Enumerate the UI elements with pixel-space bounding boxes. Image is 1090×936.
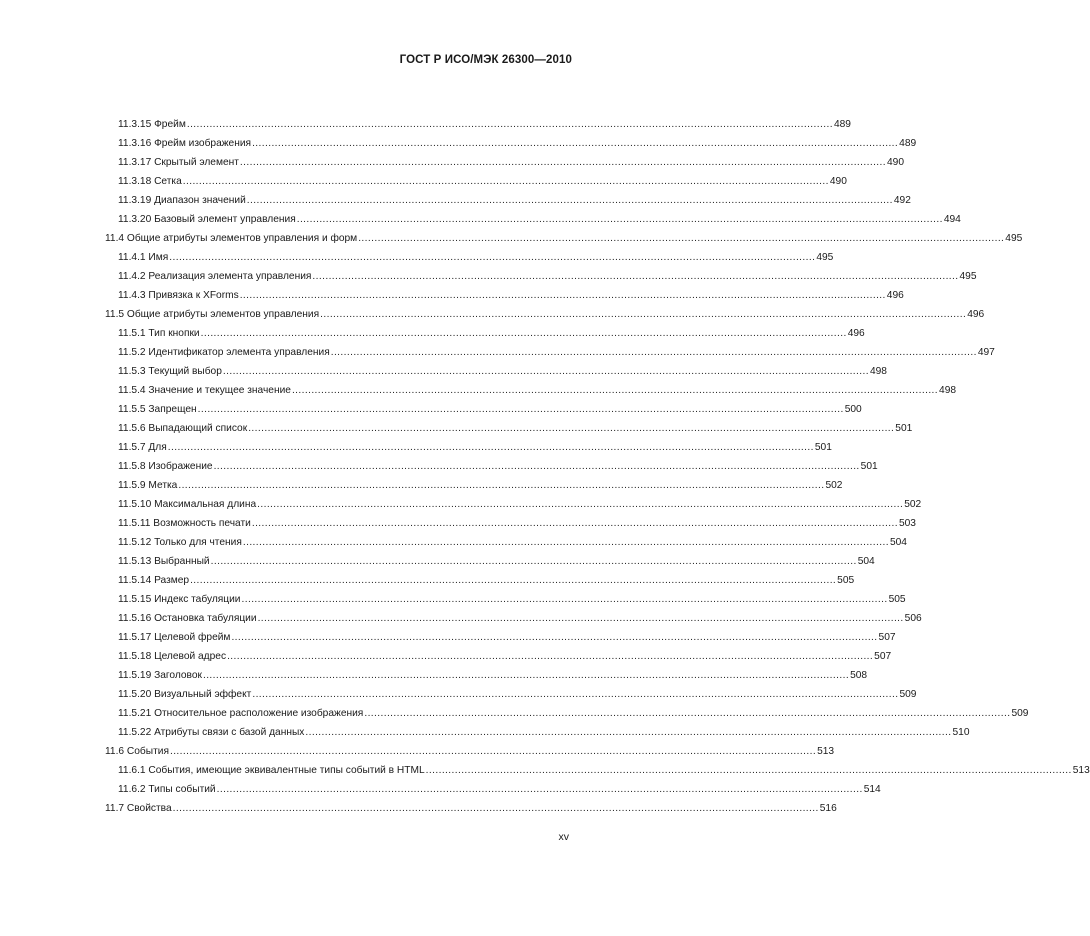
toc-entry: [118, 761, 1090, 780]
toc-entry-title: 11.5.6 Выпадающий список: [118, 423, 248, 434]
toc-entry-page: 490: [887, 157, 905, 168]
toc-entry-page: 492: [893, 195, 911, 206]
toc-entry-page: 500: [844, 404, 862, 415]
toc-entry-page: 498: [869, 366, 887, 377]
toc-entry-page: 504: [889, 537, 907, 548]
toc-dot-leader: ........................................................................................................................................................................................................: [305, 727, 952, 738]
toc-dot-leader: ........................................................................................................................................................................................................: [239, 157, 887, 168]
toc-entry-page: 513: [817, 746, 835, 757]
toc-entry-page: 507: [878, 632, 896, 643]
toc-entry-title: 11.6.2 Типы событий: [118, 784, 216, 795]
toc-entry: [118, 134, 917, 153]
toc-entry-title: 11.3.16 Фрейм изображения: [118, 138, 252, 149]
toc-entry: [118, 723, 970, 742]
toc-entry-title: 11.5.8 Изображение: [118, 461, 213, 472]
toc-dot-leader: ........................................................................................................................................................................................................: [213, 461, 860, 472]
toc-entry-title: 11.5.18 Целевой адрес: [118, 651, 227, 662]
toc-entry-title: 11.5.17 Целевой фрейм: [118, 632, 231, 643]
toc-entry-page: 489: [833, 119, 851, 130]
toc-entry: [118, 533, 907, 552]
toc-dot-leader: ........................................................................................................................................................................................................: [241, 594, 888, 605]
toc-entry: [118, 438, 832, 457]
toc-entry: [118, 552, 875, 571]
toc-dot-leader: ........................................................................................................................................................................................................: [364, 708, 1011, 719]
page-number: xv: [558, 831, 569, 843]
toc-entry-title: 11.5.13 Выбранный: [118, 556, 210, 567]
toc-dot-leader: ........................................................................................................................................................................................................: [425, 765, 1072, 776]
toc-entry-page: 506: [904, 613, 922, 624]
toc-entry-title: 11.5.15 Индекс табуляции: [118, 594, 241, 605]
toc-entry-page: 502: [825, 480, 843, 491]
toc-entry-title: 11.5.5 Запрещен: [118, 404, 197, 415]
toc-entry: [118, 704, 1029, 723]
toc-dot-leader: ........................................................................................................................................................................................................: [330, 347, 977, 358]
toc-dot-leader: ........................................................................................................................................................................................................: [296, 214, 943, 225]
toc-entry-page: 489: [899, 138, 917, 149]
toc-entry-title: 11.5.16 Остановка табуляции: [118, 613, 257, 624]
toc-dot-leader: ........................................................................................................................................................................................................: [210, 556, 857, 567]
toc-entry-title: 11.3.17 Скрытый элемент: [118, 157, 239, 168]
toc-entry-page: 494: [943, 214, 961, 225]
toc-entry: [105, 229, 1023, 248]
toc-dot-leader: ........................................................................................................................................................................................................: [358, 233, 1005, 244]
toc-entry-page: 496: [847, 328, 865, 339]
toc-dot-leader: ........................................................................................................................................................................................................: [186, 119, 833, 130]
toc-dot-leader: ........................................................................................................................................................................................................: [320, 309, 967, 320]
toc-entry: [118, 780, 881, 799]
toc-entry-title: 11.5.1 Тип кнопки: [118, 328, 200, 339]
toc-entry-title: 11.5.4 Значение и текущее значение: [118, 385, 291, 396]
toc-entry-title: 11.5.2 Идентификатор элемента управления: [118, 347, 330, 358]
toc-entry-page: 509: [1011, 708, 1029, 719]
toc-entry: [118, 476, 843, 495]
toc-entry-page: 497: [977, 347, 995, 358]
toc-entry: [118, 400, 862, 419]
toc-dot-leader: ........................................................................................................................................................................................................: [197, 404, 844, 415]
toc-dot-leader: ........................................................................................................................................................................................................: [248, 423, 895, 434]
toc-entry-title: 11.5 Общие атрибуты элементов управления: [105, 309, 320, 320]
toc-entry-title: 11.3.15 Фрейм: [118, 119, 186, 130]
toc-dot-leader: ........................................................................................................................................................................................................: [182, 176, 829, 187]
toc-dot-leader: ........................................................................................................................................................................................................: [242, 537, 889, 548]
toc-entry-page: 513: [1072, 765, 1090, 776]
toc-entry-title: 11.5.7 Для: [118, 442, 167, 453]
toc-entry: [118, 115, 851, 134]
toc-entry-title: 11.5.14 Размер: [118, 575, 190, 586]
toc-entry: [118, 248, 834, 267]
toc-dot-leader: ........................................................................................................................................................................................................: [169, 252, 816, 263]
toc-entry-title: 11.5.11 Возможность печати: [118, 518, 251, 529]
toc-entry-page: 495: [959, 271, 977, 282]
toc-dot-leader: ........................................................................................................................................................................................................: [169, 746, 817, 757]
toc-entry-title: 11.4.1 Имя: [118, 252, 169, 263]
toc-entry: [118, 647, 892, 666]
toc-entry: [118, 628, 896, 647]
toc-entry-page: 505: [837, 575, 855, 586]
toc-dot-leader: ........................................................................................................................................................................................................: [216, 784, 863, 795]
toc-entry: [105, 742, 835, 761]
toc-entry-title: 11.6 События: [105, 746, 169, 757]
toc-entry-page: 501: [895, 423, 913, 434]
toc-dot-leader: ........................................................................................................................................................................................................: [239, 290, 886, 301]
toc-dot-leader: ........................................................................................................................................................................................................: [252, 138, 899, 149]
toc-entry-title: 11.7 Свойства: [105, 803, 172, 814]
toc-dot-leader: ........................................................................................................................................................................................................: [200, 328, 847, 339]
toc-entry: [118, 571, 855, 590]
toc-entry: [118, 609, 922, 628]
toc-entry-page: 514: [863, 784, 881, 795]
toc-entry-title: 11.5.20 Визуальный эффект: [118, 689, 252, 700]
toc-entry: [118, 153, 905, 172]
toc-entry: [118, 666, 868, 685]
toc-entry-page: 505: [888, 594, 906, 605]
toc-entry-page: 504: [857, 556, 875, 567]
toc-entry-page: 495: [816, 252, 834, 263]
toc-entry: [118, 286, 904, 305]
toc-entry: [118, 381, 957, 400]
toc-entry: [118, 191, 911, 210]
toc-dot-leader: ........................................................................................................................................................................................................: [202, 670, 850, 681]
toc-entry-page: 508: [850, 670, 868, 681]
toc-entry-page: 501: [860, 461, 878, 472]
toc-entry-title: 11.4.3 Привязка к XForms: [118, 290, 239, 301]
toc-entry: [118, 590, 906, 609]
toc-entry-page: 509: [899, 689, 917, 700]
toc-entry: [118, 362, 887, 381]
toc-entry: [118, 495, 922, 514]
toc-entry-title: 11.5.9 Метка: [118, 480, 178, 491]
toc-dot-leader: ........................................................................................................................................................................................................: [246, 195, 893, 206]
toc-entry-page: 507: [874, 651, 892, 662]
toc-entry-title: 11.4 Общие атрибуты элементов управления и форм: [105, 233, 358, 244]
toc-entry-page: 496: [967, 309, 985, 320]
toc-entry: [118, 514, 916, 533]
toc-entry-title: 11.3.18 Сетка: [118, 176, 182, 187]
toc-entry-title: 11.3.20 Базовый элемент управления: [118, 214, 296, 225]
toc-entry-page: 510: [952, 727, 970, 738]
toc-entry-title: 11.6.1 События, имеющие эквивалентные типы событий в HTML: [118, 765, 425, 776]
toc-entry: [105, 305, 985, 324]
toc-entry: [118, 324, 865, 343]
toc-entry-page: 502: [904, 499, 922, 510]
toc-dot-leader: ........................................................................................................................................................................................................: [257, 499, 904, 510]
toc-dot-leader: ........................................................................................................................................................................................................: [231, 632, 878, 643]
toc-entry-page: 516: [819, 803, 837, 814]
toc-entry-page: 495: [1005, 233, 1023, 244]
toc-dot-leader: ........................................................................................................................................................................................................: [312, 271, 959, 282]
toc-dot-leader: ........................................................................................................................................................................................................: [172, 803, 819, 814]
toc-entry: [105, 799, 837, 818]
toc-entry-title: 11.5.22 Атрибуты связи с базой данных: [118, 727, 305, 738]
toc-entry-title: 11.5.10 Максимальная длина: [118, 499, 257, 510]
toc-entry-title: 11.4.2 Реализация элемента управления: [118, 271, 312, 282]
toc-entry-page: 490: [829, 176, 847, 187]
toc-entry-page: 501: [814, 442, 832, 453]
toc-entry-title: 11.5.3 Текущий выбор: [118, 366, 222, 377]
toc-dot-leader: ........................................................................................................................................................................................................: [222, 366, 869, 377]
toc-entry: [118, 685, 917, 704]
toc-entry: [118, 343, 995, 362]
toc-dot-leader: ........................................................................................................................................................................................................: [251, 518, 898, 529]
toc-entry-page: 496: [886, 290, 904, 301]
standard-header: ГОСТ Р ИСО/МЭК 26300—2010: [399, 54, 572, 66]
toc-dot-leader: ........................................................................................................................................................................................................: [190, 575, 837, 586]
toc-dot-leader: ........................................................................................................................................................................................................: [252, 689, 899, 700]
toc-dot-leader: ........................................................................................................................................................................................................: [227, 651, 874, 662]
toc-entry: [118, 457, 878, 476]
toc-entry-page: 498: [939, 385, 957, 396]
toc-dot-leader: ........................................................................................................................................................................................................: [257, 613, 904, 624]
toc-entry: [118, 419, 913, 438]
toc-entry: [118, 210, 961, 229]
toc-entry-title: 11.5.21 Относительное расположение изображения: [118, 708, 364, 719]
toc-dot-leader: ........................................................................................................................................................................................................: [178, 480, 825, 491]
toc-entry: [118, 172, 847, 191]
toc-entry-title: 11.3.19 Диапазон значений: [118, 195, 246, 206]
toc-dot-leader: ........................................................................................................................................................................................................: [291, 385, 939, 396]
toc-entry: [118, 267, 977, 286]
toc-entry-page: 503: [898, 518, 916, 529]
toc-dot-leader: ........................................................................................................................................................................................................: [167, 442, 814, 453]
toc-entry-title: 11.5.12 Только для чтения: [118, 537, 242, 548]
toc-entry-title: 11.5.19 Заголовок: [118, 670, 202, 681]
